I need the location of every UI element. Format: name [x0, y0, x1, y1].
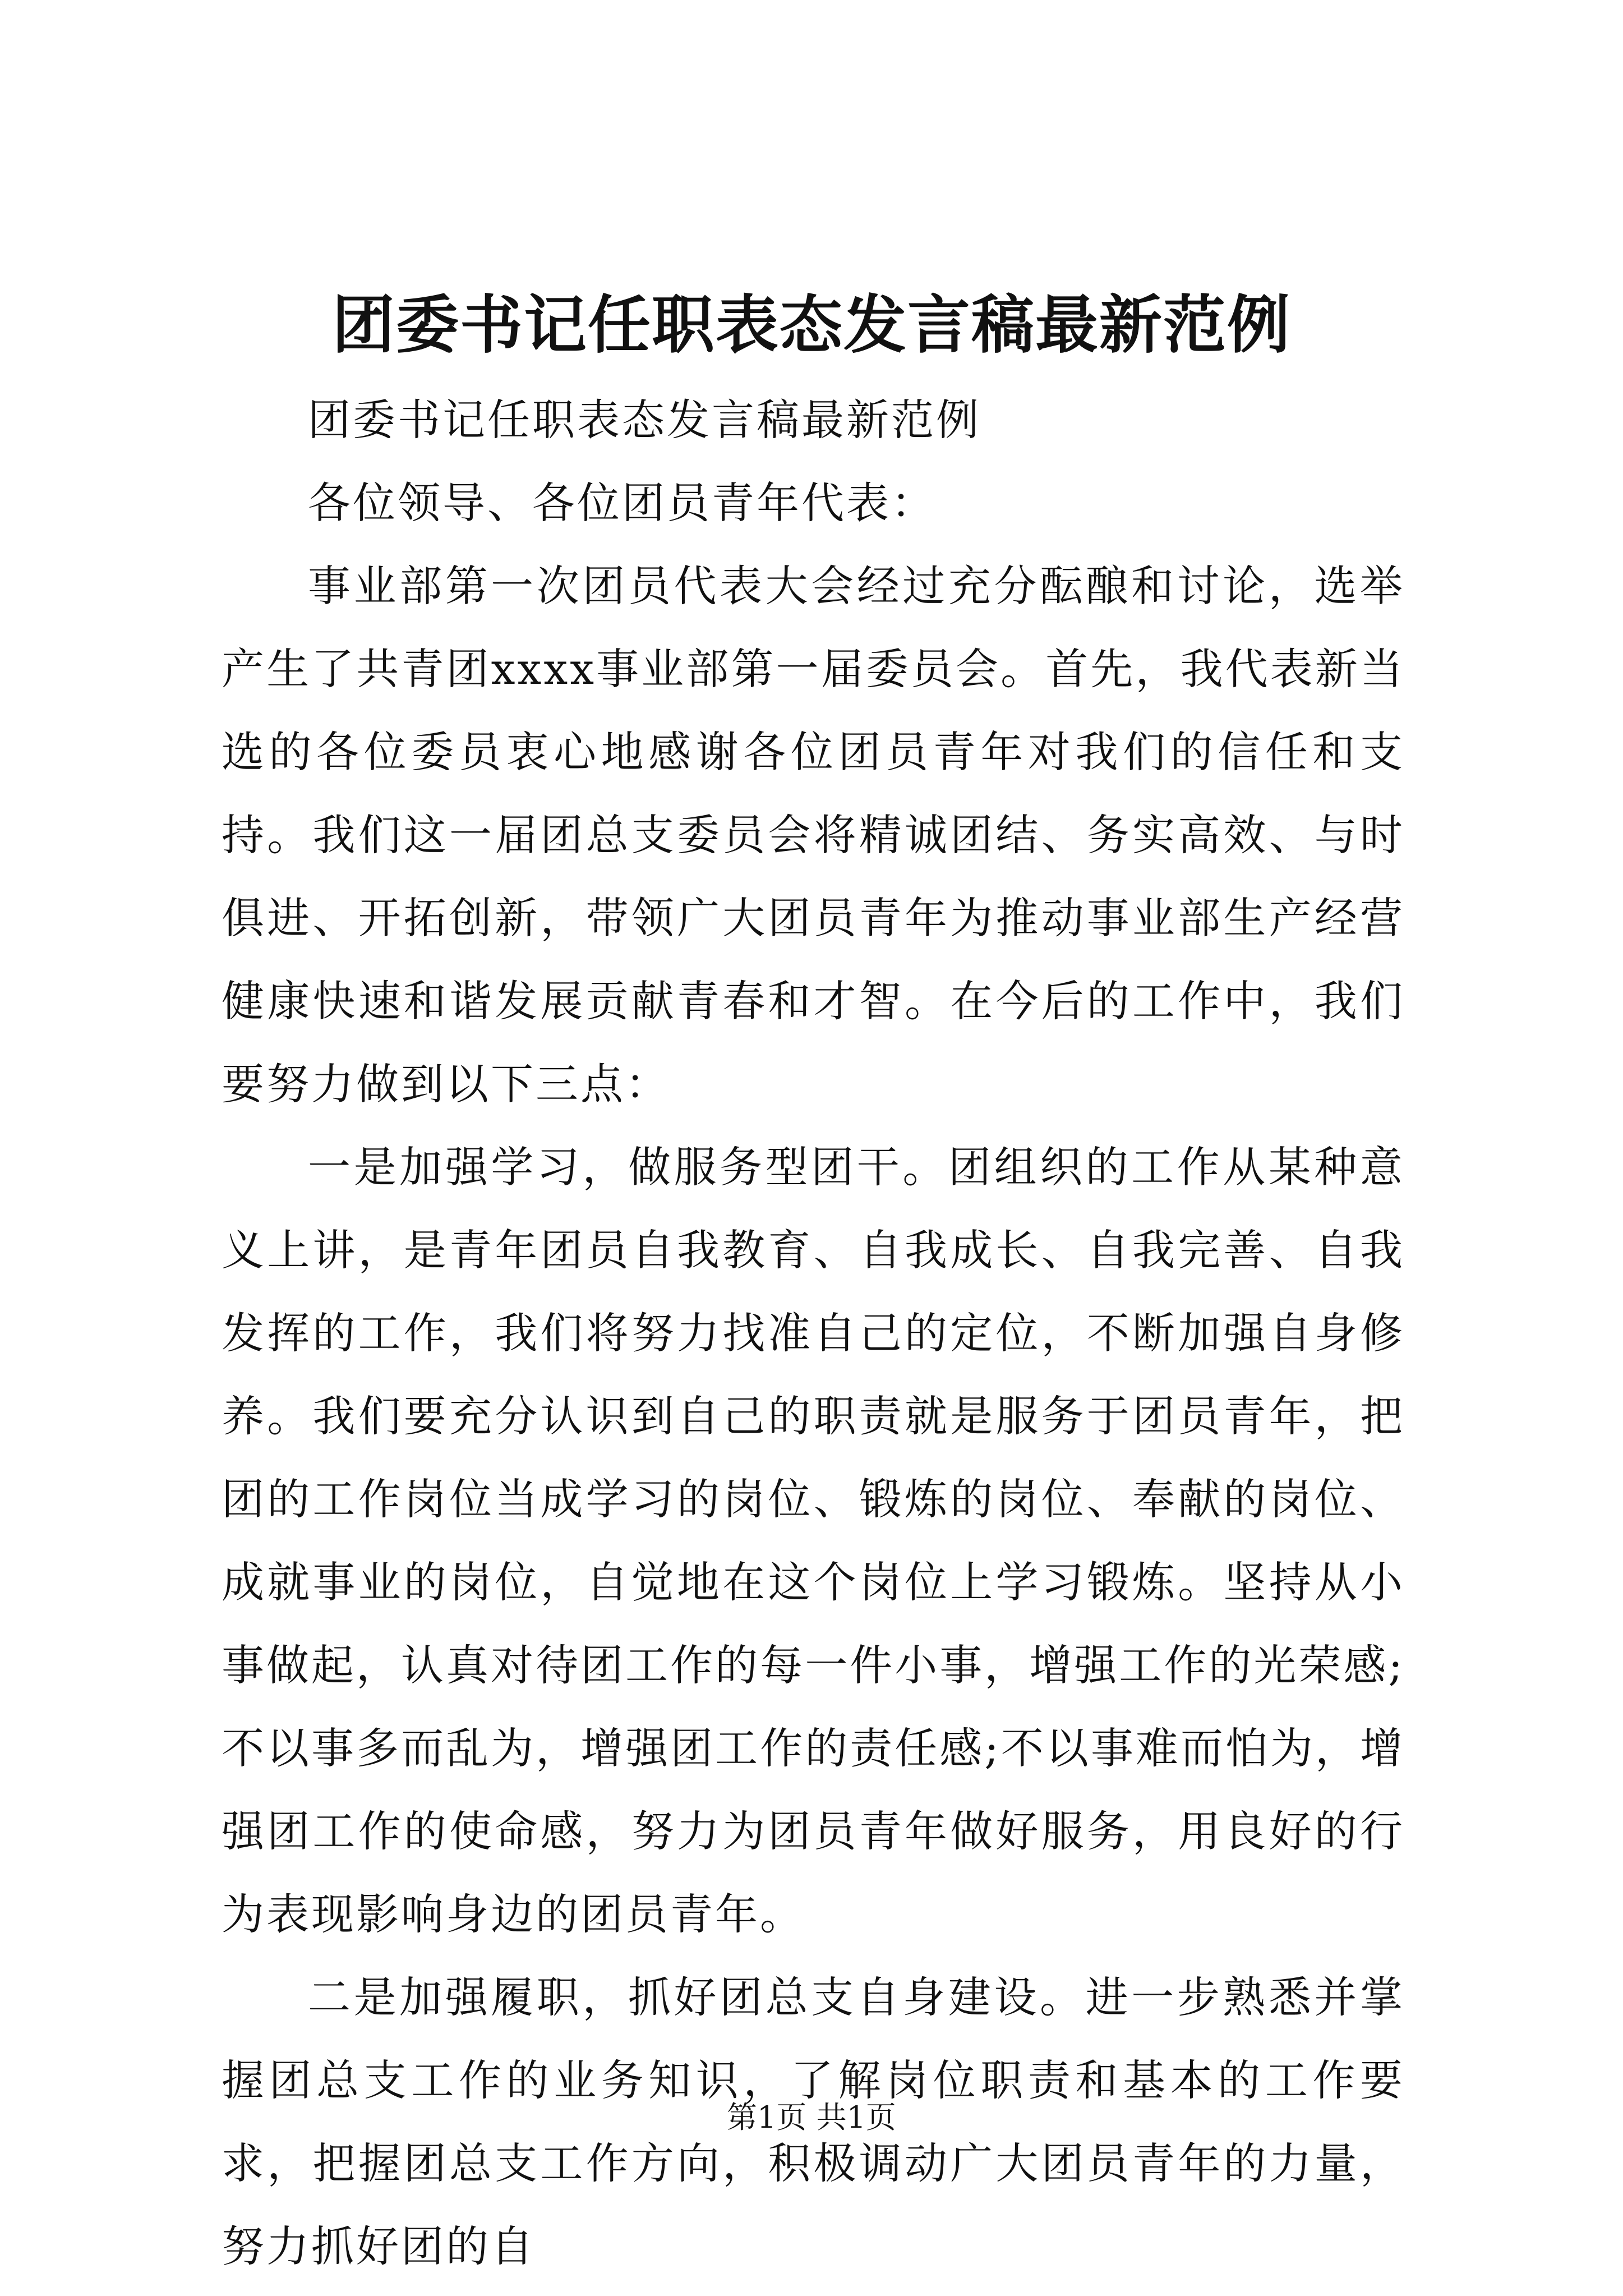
paragraph-intro: 事业部第一次团员代表大会经过充分酝酿和讨论，选举产生了共青团xxxx事业部第一届委员会。首先，我代表新当选的各位委员衷心地感谢各位团员青年对我们的信任和支持。我们这一届团总支委员会将精诚团结、务实高效、与时俱进、开拓创新，带领广大团员青年为推动事业部生产经营健康快速和谐发展贡献青春和才智。在今后的工作中，我们要努力做到以下三点： [222, 561, 1405, 1109]
paragraph-subtitle: 团委书记任职表态发言稿最新范例 [308, 395, 981, 445]
paragraph-point-one: 一是加强学习，做服务型团干。团组织的工作从某种意义上讲，是青年团员自我教育、自我成长、自我完善、自我发挥的工作，我们将努力找准自己的定位，不断加强自身修养。我们要充分认识到自己的职责就是服务于团员青年，把团的工作岗位当成学习的岗位、锻炼的岗位、奉献的岗位、成就事业的岗位，自觉地在这个岗位上学习锻炼。坚持从小事做起，认真对待团工作的每一件小事，增强工作的光荣感;不以事多而乱为，增强团工作的责任感;不以事难而怕为，增强团工作的使命感，努力为团员青年做好服务，用良好的行为表现影响身边的团员青年。 [222, 1142, 1405, 1939]
page-footer: 第1页 共1页 [727, 2100, 896, 2135]
paragraph-salutation: 各位领导、各位团员青年代表： [308, 478, 936, 528]
paragraph-point-two: 二是加强履职，抓好团总支自身建设。进一步熟悉并掌握团总支工作的业务知识，了解岗位职责和基本的工作要求，把握团总支工作方向，积极调动广大团员青年的力量，努力抓好团的自 [222, 1972, 1405, 2271]
document-title: 团委书记任职表态发言稿最新范例 [332, 288, 1291, 362]
document-body [222, 379, 1405, 2288]
